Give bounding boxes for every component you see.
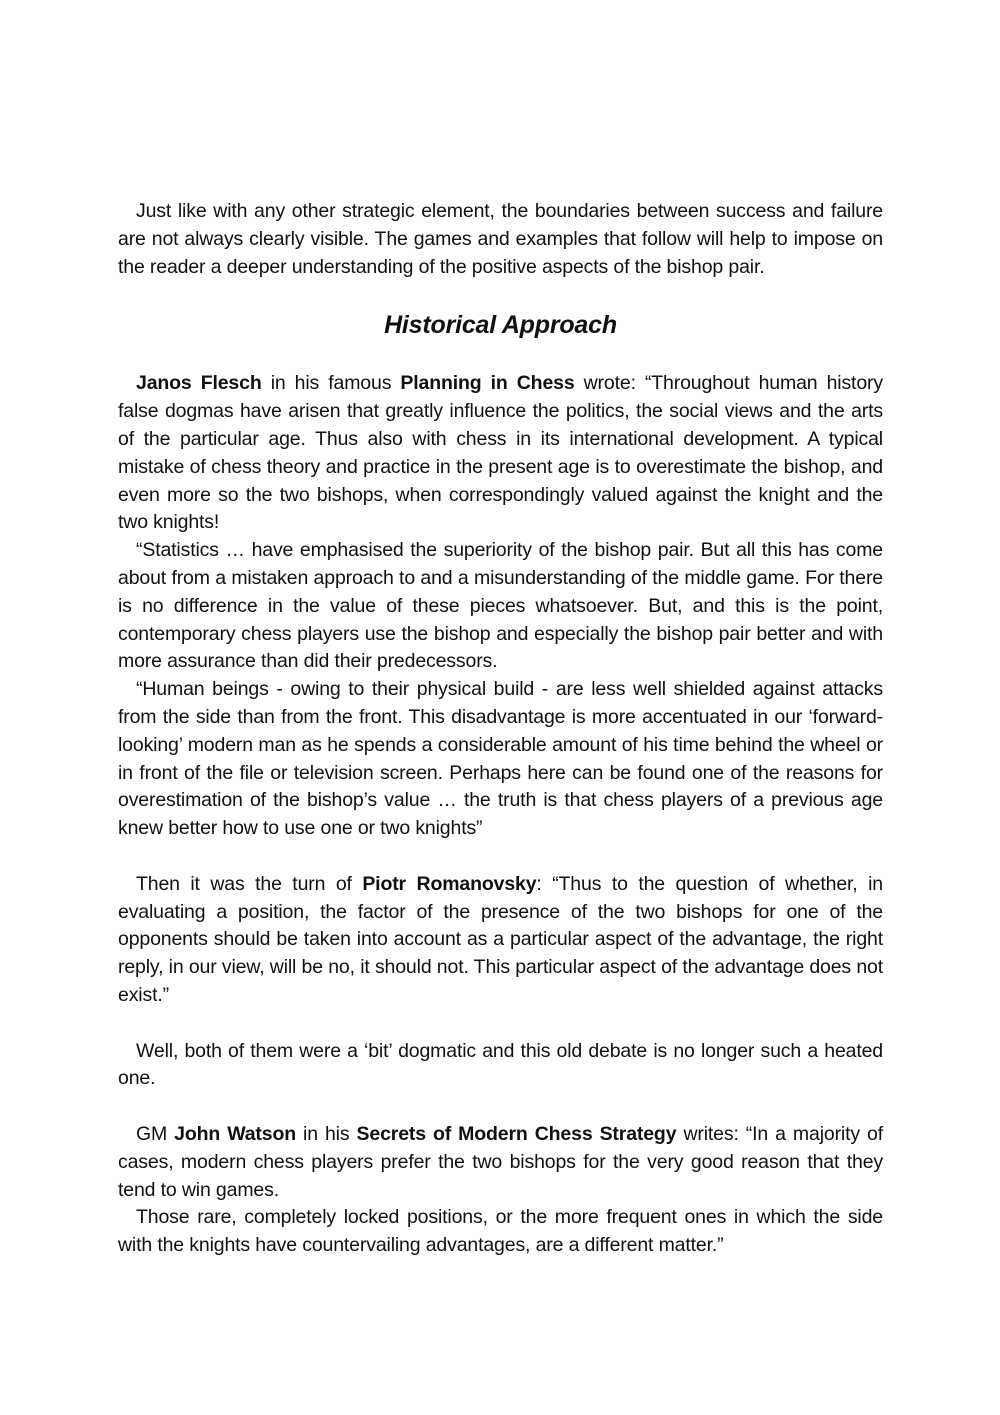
- flesch-text-1: in his famous: [261, 372, 401, 395]
- section-title: Historical Approach: [384, 311, 617, 340]
- romanovsky-text-1: Then it was the turn of: [136, 872, 363, 895]
- watson-paragraph: [118, 1121, 883, 1204]
- flesch-quote-paragraph-3: “Human beings - owing to their physical build - are less well shielded against attacks from the side than from the front. This disadvantage is more accentuated in our ‘forward-looking’ modern man as he spends a considerable amount of his time behind the wheel or in front of the file or television screen. Perhaps here can be found one of the reasons for overestimation of the bishop’s value … the truth is that chess players of a previous age knew better how to use one or two knights”: [118, 678, 883, 840]
- flesch-text-2: wrote: “Throughout human history false dogmas have arisen that greatly influence the politics, the social views and the arts of the particular age. Thus also with chess in its international development. A typical mistake of chess theory and practice in the present age is to overestimate the bishop, and even more so the two bishops, when correspondingly valued against the knight and the two knights!: [118, 372, 883, 534]
- book-title-planning: Planning in Chess: [400, 372, 575, 395]
- author-name-watson: John Watson: [174, 1122, 296, 1145]
- watson-text-1: GM: [136, 1122, 175, 1145]
- book-title-secrets: Secrets of Modern Chess Strategy: [356, 1122, 677, 1145]
- paragraph-gap: [118, 843, 883, 871]
- flesch-paragraph: [118, 370, 883, 537]
- watson-text-2: in his: [296, 1122, 357, 1145]
- watson-text-3: writes: “In a majority of cases, modern chess players prefer the two bishops for the very good reason that they tend to win games.: [118, 1122, 883, 1201]
- paragraph-gap: [118, 1010, 883, 1038]
- watson-quote-paragraph-2: Those rare, completely locked positions, or the more frequent ones in which the side with the knights have countervailing advantages, are a different matter.”: [118, 1206, 883, 1257]
- debate-paragraph: Well, both of them were a ‘bit’ dogmatic and this old debate is no longer such a heated one.: [118, 1039, 883, 1090]
- paragraph-gap: [118, 1093, 883, 1121]
- intro-paragraph: Just like with any other strategic element, the boundaries between success and failure are not always clearly visible. The games and examples that follow will help to impose on the reader a deeper understanding of the positive aspects of the bishop pair.: [118, 200, 883, 278]
- romanovsky-text-2: : “Thus to the question of whether, in evaluating a position, the factor of the presence of the two bishops for one of the opponents should be taken into account as a particular aspect of the advantage, the right reply, in our view, will be no, it should not. This particular aspect of the advantage does not exist.”: [118, 872, 883, 1006]
- flesch-quote-paragraph-2: “Statistics … have emphasised the superiority of the bishop pair. But all this has come about from a mistaken approach to and a misunderstanding of the middle game. For there is no difference in the value of these pieces whatsoever. But, and this is the point, contemporary chess players use the bishop and especially the bishop pair better and with more assurance than did their predecessors.: [118, 539, 883, 673]
- page-body: [118, 198, 883, 1260]
- romanovsky-paragraph: [118, 871, 883, 1010]
- author-name-romanovsky: Piotr Romanovsky: [362, 872, 537, 895]
- author-name-flesch: Janos Flesch: [136, 372, 262, 395]
